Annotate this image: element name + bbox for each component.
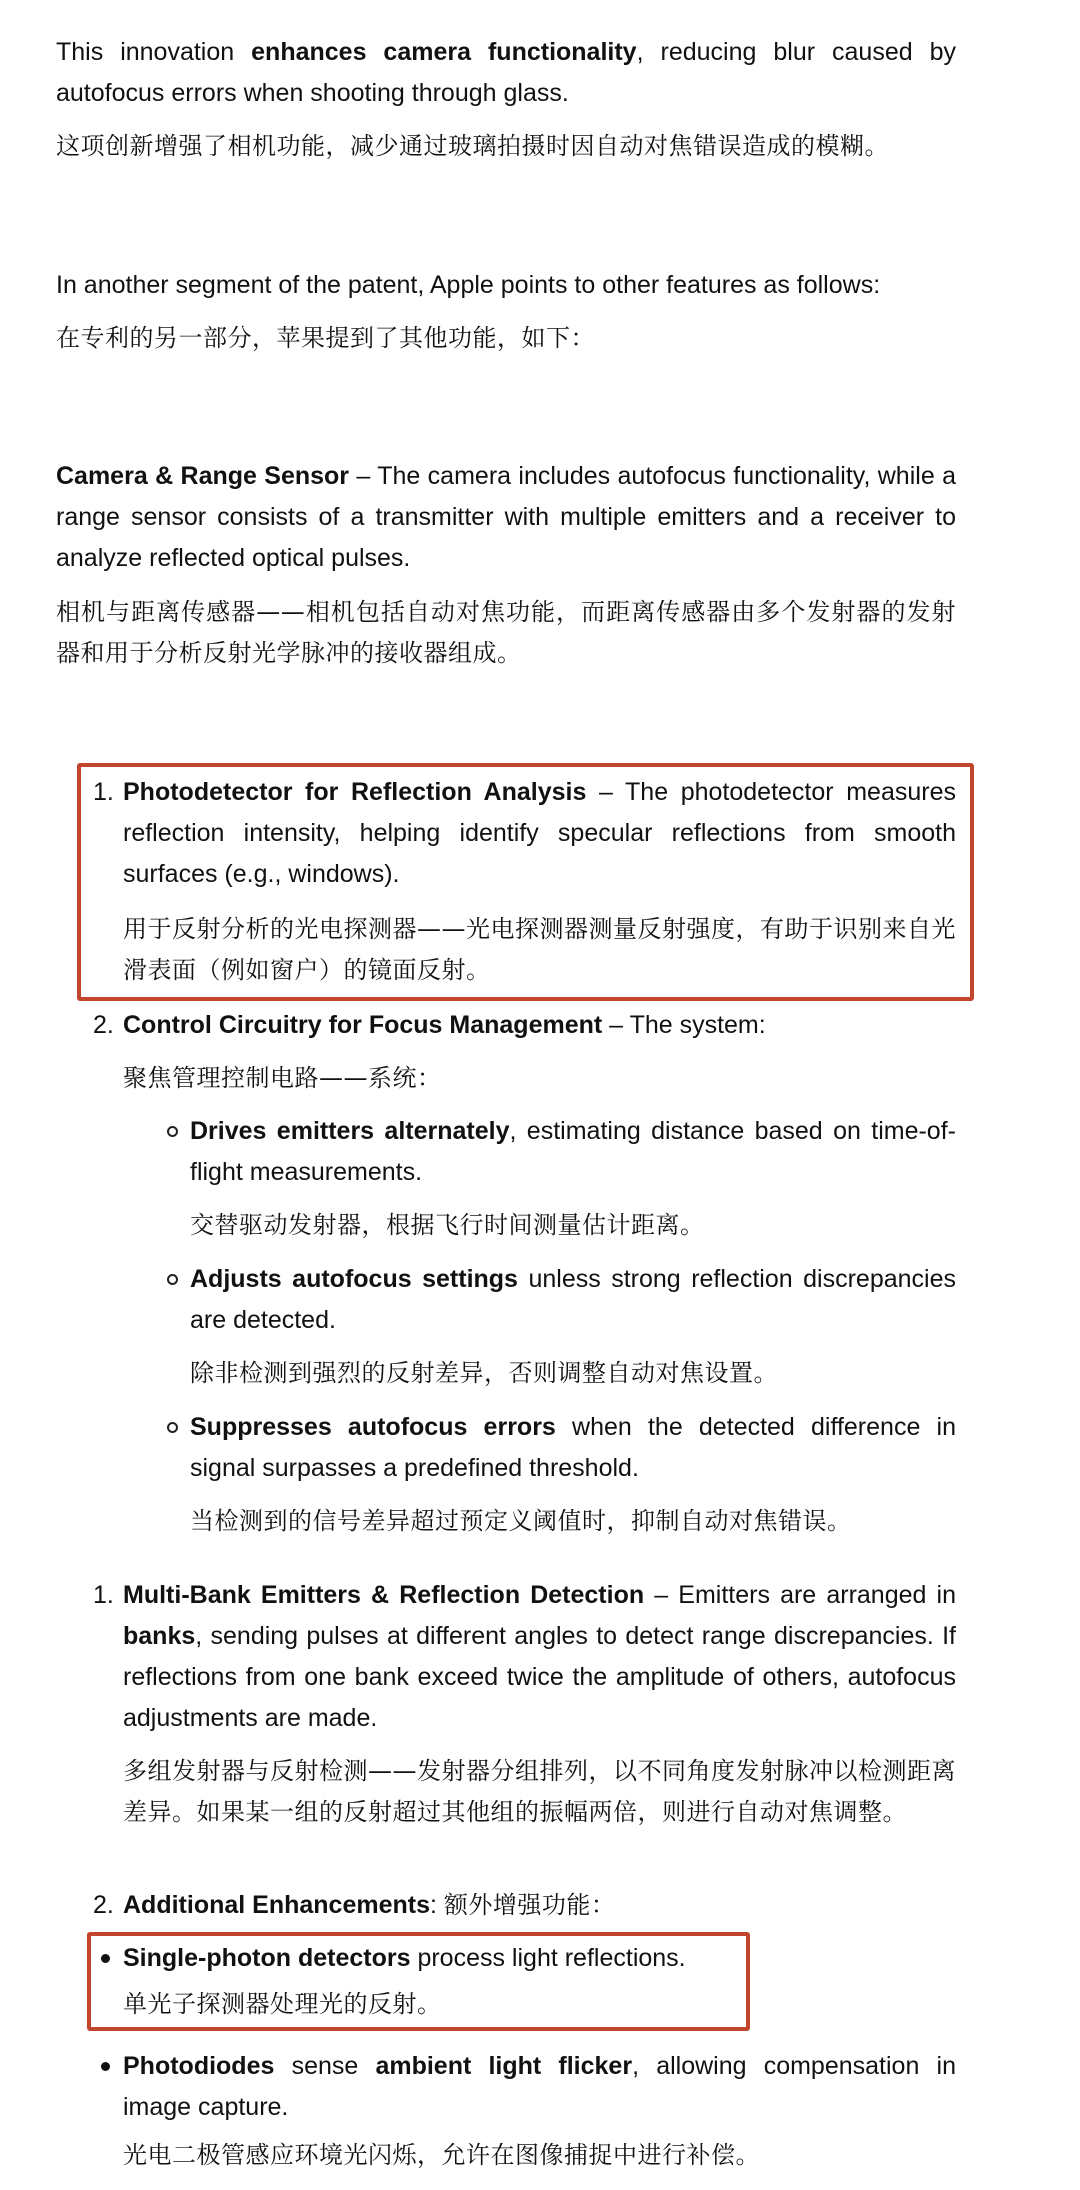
list-item-multi-bank-zh: 多组发射器与反射检测——发射器分组排列，以不同角度发射脉冲以检测距离差异。如果某一组的反射超过其他组的振幅两倍，则进行自动对焦调整。: [123, 1757, 956, 1826]
sub-item-adjusts-autofocus-zh: 除非检测到强烈的反射差异，否则调整自动对焦设置。: [190, 1359, 778, 1387]
sub-item-suppresses-errors-en: Suppresses autofocus errors when the detected difference in signal surpasses a predefined threshold.: [190, 1413, 956, 1482]
intro-paragraph-zh: 这项创新增强了相机功能，减少通过玻璃拍摄时因自动对焦错误造成的模糊。: [56, 132, 889, 160]
camera-range-paragraph-zh: 相机与距离传感器——相机包括自动对焦功能，而距离传感器由多个发射器的发射器和用于分析反射光学脉冲的接收器组成。: [56, 598, 956, 667]
list-item-additional-enhancements: Additional Enhancements: 额外增强功能：: [123, 1891, 616, 1919]
list-item-multi-bank-en: Multi-Bank Emitters & Reflection Detection – Emitters are arranged in banks, sending pulses at different angles to detect range discrepancies. If reflections from one bank exceed twice the amplitude of others, autofocus adjustments are made.: [123, 1581, 956, 1732]
circle-bullet-icon: [167, 1274, 178, 1285]
sub-item-drives-emitters-zh: 交替驱动发射器，根据飞行时间测量估计距离。: [190, 1211, 705, 1239]
list-number: 1.: [93, 1581, 114, 1609]
list-item-control-circuitry-en: Control Circuitry for Focus Management – The system:: [123, 1011, 766, 1039]
sub-item-suppresses-errors-zh: 当检测到的信号差异超过预定义阈值时，抑制自动对焦错误。: [190, 1507, 852, 1535]
dot-bullet-icon: [101, 2062, 110, 2071]
segment-paragraph-zh: 在专利的另一部分，苹果提到了其他功能，如下：: [56, 324, 595, 352]
sub-item-drives-emitters-en: Drives emitters alternately, estimating distance based on time-of-flight measurements.: [190, 1117, 956, 1186]
list-item-photodetector-en: Photodetector for Reflection Analysis – The photodetector measures reflection intensity, helping identify specular reflections from smooth surfaces (e.g., windows).: [123, 778, 956, 888]
sub-item-adjusts-autofocus-en: Adjusts autofocus settings unless strong reflection discrepancies are detected.: [190, 1265, 956, 1334]
circle-bullet-icon: [167, 1422, 178, 1433]
circle-bullet-icon: [167, 1126, 178, 1137]
dot-bullet-icon: [101, 1954, 110, 1963]
segment-paragraph-en: In another segment of the patent, Apple points to other features as follows:: [56, 271, 881, 299]
list-number: 2.: [93, 1011, 114, 1039]
bullet-single-photon-en: Single-photon detectors process light reflections.: [123, 1944, 686, 1972]
list-item-photodetector-zh: 用于反射分析的光电探测器——光电探测器测量反射强度，有助于识别来自光滑表面（例如窗户）的镜面反射。: [123, 915, 956, 984]
bullet-photodiodes-zh: 光电二极管感应环境光闪烁，允许在图像捕捉中进行补偿。: [123, 2141, 760, 2169]
list-number: 2.: [93, 1891, 114, 1919]
bullet-photodiodes-en: Photodiodes sense ambient light flicker, allowing compensation in image capture.: [123, 2052, 956, 2121]
bullet-single-photon-zh: 单光子探测器处理光的反射。: [123, 1990, 442, 2018]
list-number: 1.: [93, 778, 114, 806]
camera-range-paragraph-en: Camera & Range Sensor – The camera includes autofocus functionality, while a range sensor consists of a transmitter with multiple emitters and a receiver to analyze reflected optical pulses.: [56, 462, 956, 572]
list-item-control-circuitry-zh: 聚焦管理控制电路——系统：: [123, 1064, 442, 1092]
intro-paragraph-en: This innovation enhances camera functionality, reducing blur caused by autofocus errors when shooting through glass.: [56, 38, 956, 107]
